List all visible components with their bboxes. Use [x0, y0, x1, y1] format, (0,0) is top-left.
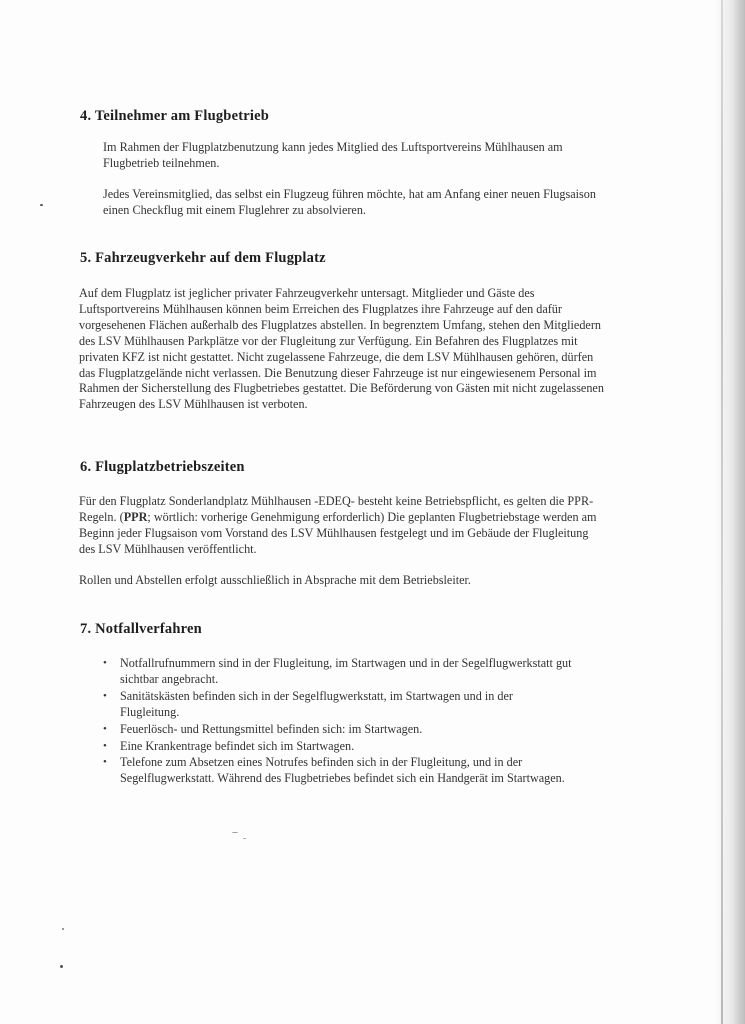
- list-item: [103, 689, 573, 721]
- scan-speck: [40, 204, 43, 206]
- section-5-paragraph: Auf dem Flugplatz ist jeglicher privater Fahrzeugverkehr untersagt. Mitglieder und Gäste des Luftsportvereins Mühlhausen können beim Erreichen des Flugplatzes ihre Fahrzeuge auf den dafür vorgesehenen Flächen außerhalb des Flugplatzes abstellen. In begrenztem Umfang, stehen den Mitgliedern des LSV Mühlhausen Parkplätze vor der Flugleitung zur Verfügung. Ein Befahren des Flugplatzes mit privaten KFZ ist nicht gestattet. Nicht zugelassene Fahrzeuge, die dem LSV Mühlhausen gehören, dürfen das Flugplatzgelände nicht verlassen. Die Benutzung dieser Fahrzeuge ist nur eingewiesenem Personal im Rahmen der Sicherstellung des Flugbetriebes gestattet. Die Beförderung von Gästen mit nicht zugelassenen Fahrzeugen des LSV Mühlhausen ist verboten.: [79, 286, 604, 412]
- list-item: [103, 656, 573, 688]
- list-item: [103, 722, 573, 738]
- section-5-heading: 5. Fahrzeugverkehr auf dem Flugplatz: [80, 250, 326, 266]
- section-4-heading: 4. Teilnehmer am Flugbetrieb: [80, 108, 269, 124]
- section-6-heading: 6. Flugplatzbetriebszeiten: [80, 459, 245, 475]
- bullet-icon: •: [103, 689, 107, 702]
- list-item-text: Sanitätskästen befinden sich in der Segelflugwerkstatt, im Startwagen und in der Flugleitung.: [120, 688, 513, 719]
- bullet-icon: •: [103, 657, 107, 669]
- section-6-paragraph-1: [79, 494, 604, 558]
- page-edge-shadow: [715, 0, 745, 1024]
- list-item: [103, 739, 573, 755]
- section-4-paragraph-2: Jedes Vereinsmitglied, das selbst ein Flugzeug führen möchte, hat am Anfang einer neuen Flugsaison einen Checkflug mit einem Fluglehrer zu absolvieren.: [103, 187, 596, 217]
- scan-speck: [243, 838, 246, 839]
- section-6-text-part-2: ; wörtlich: vorherige Genehmigung erforderlich) Die geplanten Flugbetriebstage werden am Beginn jeder Flugsaison vom Vorstand des LSV Mühlhausen festgelegt und im Gebäude der Flugleitung des LSV Mühlhausen veröffentlicht.: [79, 509, 597, 556]
- section-6-text-part-1: Für den Flugplatz Sonderlandplatz Mühlhausen -EDEQ- besteht keine Betriebspflicht, es gelten die PPR- Regeln. (: [79, 494, 594, 524]
- scan-speck: [62, 928, 64, 930]
- bullet-icon: •: [103, 756, 107, 769]
- list-item-text: Feuerlösch- und Rettungsmittel befinden sich: im Startwagen.: [120, 721, 423, 736]
- section-6-paragraph-2: Rollen und Abstellen erfolgt ausschließlich in Absprache mit dem Betriebsleiter.: [79, 573, 471, 587]
- bullet-icon: •: [103, 722, 107, 735]
- page-edge-line: [721, 0, 723, 1024]
- list-item: [103, 755, 573, 787]
- scan-speck: [232, 832, 238, 833]
- bullet-icon: •: [103, 739, 107, 752]
- list-item-text: Notfallrufnummern sind in der Flugleitung, im Startwagen und in der Segelflugwerkstatt gut sichtbar angebracht.: [120, 656, 572, 686]
- list-item-text: Eine Krankentrage befindet sich im Startwagen.: [120, 738, 355, 753]
- ppr-bold-term: PPR: [123, 509, 148, 524]
- list-item-text: Telefone zum Absetzen eines Notrufes befinden sich in der Flugleitung, und in der Segelflugwerkstatt. Während des Flugbetriebes befindet sich ein Handgerät im Startwagen.: [120, 755, 565, 786]
- emergency-list: [103, 656, 573, 788]
- section-4-paragraph-1: Im Rahmen der Flugplatzbenutzung kann jedes Mitglied des Luftsportvereins Mühlhausen am Flugbetrieb teilnehmen.: [103, 140, 563, 170]
- scan-speck: [60, 965, 63, 968]
- section-7-heading: 7. Notfallverfahren: [80, 621, 202, 637]
